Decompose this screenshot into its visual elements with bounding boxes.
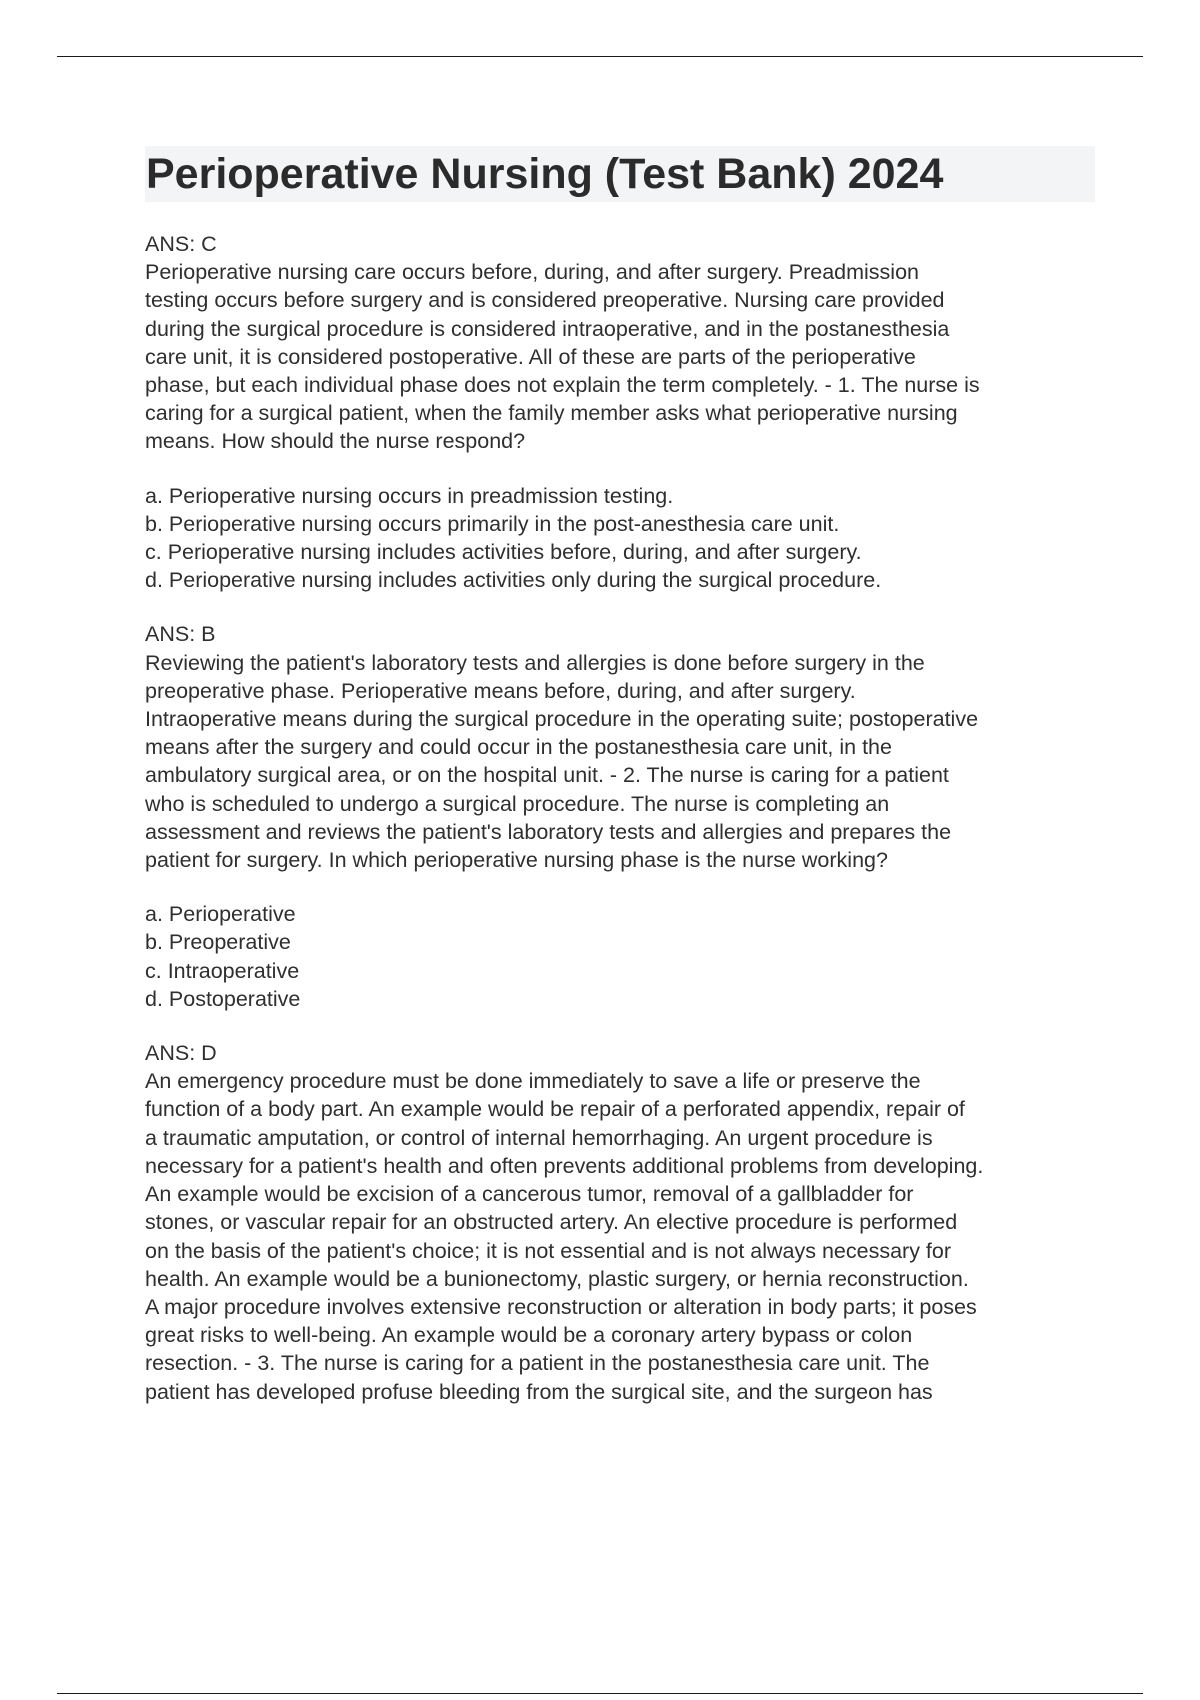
qa-section xyxy=(145,1039,1095,1406)
answer-key: ANS: D xyxy=(145,1041,217,1066)
answer-option: b. Perioperative nursing occurs primarily in the post-anesthesia care unit. xyxy=(145,511,840,536)
explanation-line: necessary for a patient's health and often prevents additional problems from developing. xyxy=(145,1153,984,1178)
explanation-line: An emergency procedure must be done immediately to save a life or preserve the xyxy=(145,1069,921,1094)
answer-key: ANS: C xyxy=(145,232,217,256)
top-rule xyxy=(57,56,1143,57)
explanation-line: A major procedure involves extensive reconstruction or alteration in body parts; it poses xyxy=(145,1294,977,1319)
explanation-line: preoperative phase. Perioperative means before, during, and after surgery. xyxy=(145,678,856,703)
explanation-line: a traumatic amputation, or control of internal hemorrhaging. An urgent procedure is xyxy=(145,1125,933,1150)
explanation-line: phase, but each individual phase does not explain the term completely. - 1. The nurse is xyxy=(145,373,980,398)
explanation-line: Intraoperative means during the surgical procedure in the operating suite; postoperative xyxy=(145,707,979,732)
explanation-line: stones, or vascular repair for an obstructed artery. An elective procedure is performed xyxy=(145,1210,958,1235)
bottom-rule xyxy=(57,1693,1143,1694)
document-content xyxy=(145,146,1095,1432)
answer-option: c. Intraoperative xyxy=(145,958,300,983)
explanation-line: caring for a surgical patient, when the family member asks what perioperative nursing xyxy=(145,401,958,426)
explanation-line: great risks to well-being. An example would be a coronary artery bypass or colon xyxy=(145,1323,913,1348)
answer-option: b. Preoperative xyxy=(145,930,291,955)
answer-option: d. Postoperative xyxy=(145,986,301,1011)
answer-options xyxy=(145,900,1095,1013)
answer-key: ANS: B xyxy=(145,622,216,647)
explanation-line: means after the surgery and could occur in the postanesthesia care unit, in the xyxy=(145,735,892,760)
explanation-line: Perioperative nursing care occurs before, during, and after surgery. Preadmission xyxy=(145,260,919,285)
answer-explanation xyxy=(145,230,1095,456)
answer-option: c. Perioperative nursing includes activities before, during, and after surgery. xyxy=(145,540,862,565)
explanation-line: patient has developed profuse bleeding from the surgical site, and the surgeon has xyxy=(145,1379,933,1404)
explanation-line: who is scheduled to undergo a surgical procedure. The nurse is completing an xyxy=(145,791,890,816)
explanation-line: patient for surgery. In which perioperative nursing phase is the nurse working? xyxy=(145,848,888,873)
explanation-line: on the basis of the patient's choice; it is not essential and is not always necessary for xyxy=(145,1238,952,1263)
explanation-line: assessment and reviews the patient's laboratory tests and allergies and prepares the xyxy=(145,819,952,844)
explanation-line: means. How should the nurse respond? xyxy=(145,429,526,454)
explanation-line: An example would be excision of a cancerous tumor, removal of a gallbladder for xyxy=(145,1182,914,1207)
explanation-line: health. An example would be a bunionectomy, plastic surgery, or hernia reconstruction. xyxy=(145,1266,969,1291)
answer-explanation xyxy=(145,620,1095,874)
answer-option: d. Perioperative nursing includes activities only during the surgical procedure. xyxy=(145,568,882,593)
answer-explanation xyxy=(145,1039,1095,1406)
explanation-line: resection. - 3. The nurse is caring for a patient in the postanesthesia care unit. The xyxy=(145,1351,930,1376)
explanation-line: during the surgical procedure is considered intraoperative, and in the postanesthesia xyxy=(145,316,950,341)
explanation-line: function of a body part. An example would be repair of a perforated appendix, repair of xyxy=(145,1097,965,1122)
qa-section xyxy=(145,230,1095,594)
answer-option: a. Perioperative nursing occurs in preadmission testing. xyxy=(145,483,674,508)
explanation-line: care unit, it is considered postoperative. All of these are parts of the perioperative xyxy=(145,344,916,369)
explanation-line: testing occurs before surgery and is considered preoperative. Nursing care provided xyxy=(145,288,945,313)
document-title: Perioperative Nursing (Test Bank) 2024 xyxy=(146,150,944,198)
explanation-line: Reviewing the patient's laboratory tests and allergies is done before surgery in the xyxy=(145,650,925,675)
qa-section xyxy=(145,620,1095,1013)
answer-options xyxy=(145,482,1095,595)
title-band xyxy=(145,146,1095,202)
sections-container xyxy=(145,230,1095,1406)
answer-option: a. Perioperative xyxy=(145,902,296,927)
explanation-line: ambulatory surgical area, or on the hospital unit. - 2. The nurse is caring for a patient xyxy=(145,763,949,788)
